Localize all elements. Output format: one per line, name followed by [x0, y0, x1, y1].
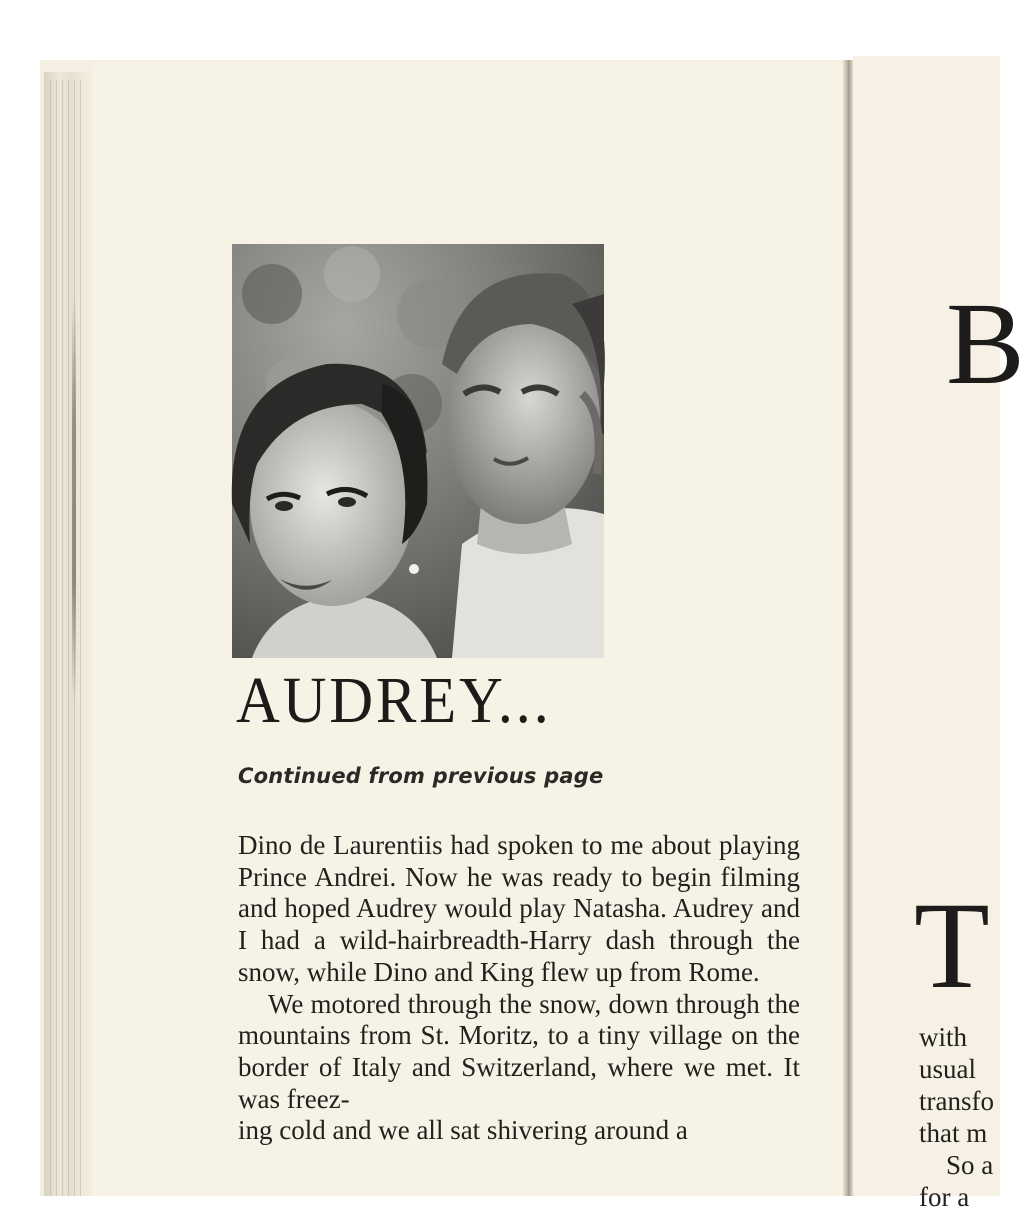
right-page-text-fragment: So a [946, 1150, 994, 1180]
body-paragraph: We motored through the snow, down through the mountains from St. Moritz, to a tiny village on the border of Italy and Switzerland, where we met. It was freez- [238, 988, 800, 1114]
article-body [238, 830, 800, 1147]
continued-note: Continued from previous page [238, 764, 604, 788]
right-page-text-fragment: for a [919, 1182, 970, 1212]
article-photo [232, 244, 604, 658]
page-gutter [843, 60, 853, 1196]
right-page-text-fragment: usual [919, 1054, 976, 1084]
spine-shadow [72, 300, 76, 700]
body-paragraph: ing cold and we all sat shivering around a [238, 1115, 688, 1146]
right-page-initial-t: T [914, 877, 990, 1014]
right-page-text-fragment: transfo [919, 1086, 994, 1116]
right-page-initial-b: B [946, 278, 1025, 409]
body-paragraph: Dino de Laurentiis had spoken to me about playing Prince Andrei. Now he was ready to begin filming and hoped Audrey would play Natasha. Audrey and I had a wild-hairbreadth-Harry dash through the snow, while Dino and King flew up from Rome. [238, 830, 800, 987]
right-page-text-fragment: with [919, 1022, 968, 1052]
right-page-text-fragment: that m [919, 1118, 988, 1148]
article-headline: AUDREY... [236, 664, 552, 737]
page-stack-lines [50, 80, 84, 1196]
